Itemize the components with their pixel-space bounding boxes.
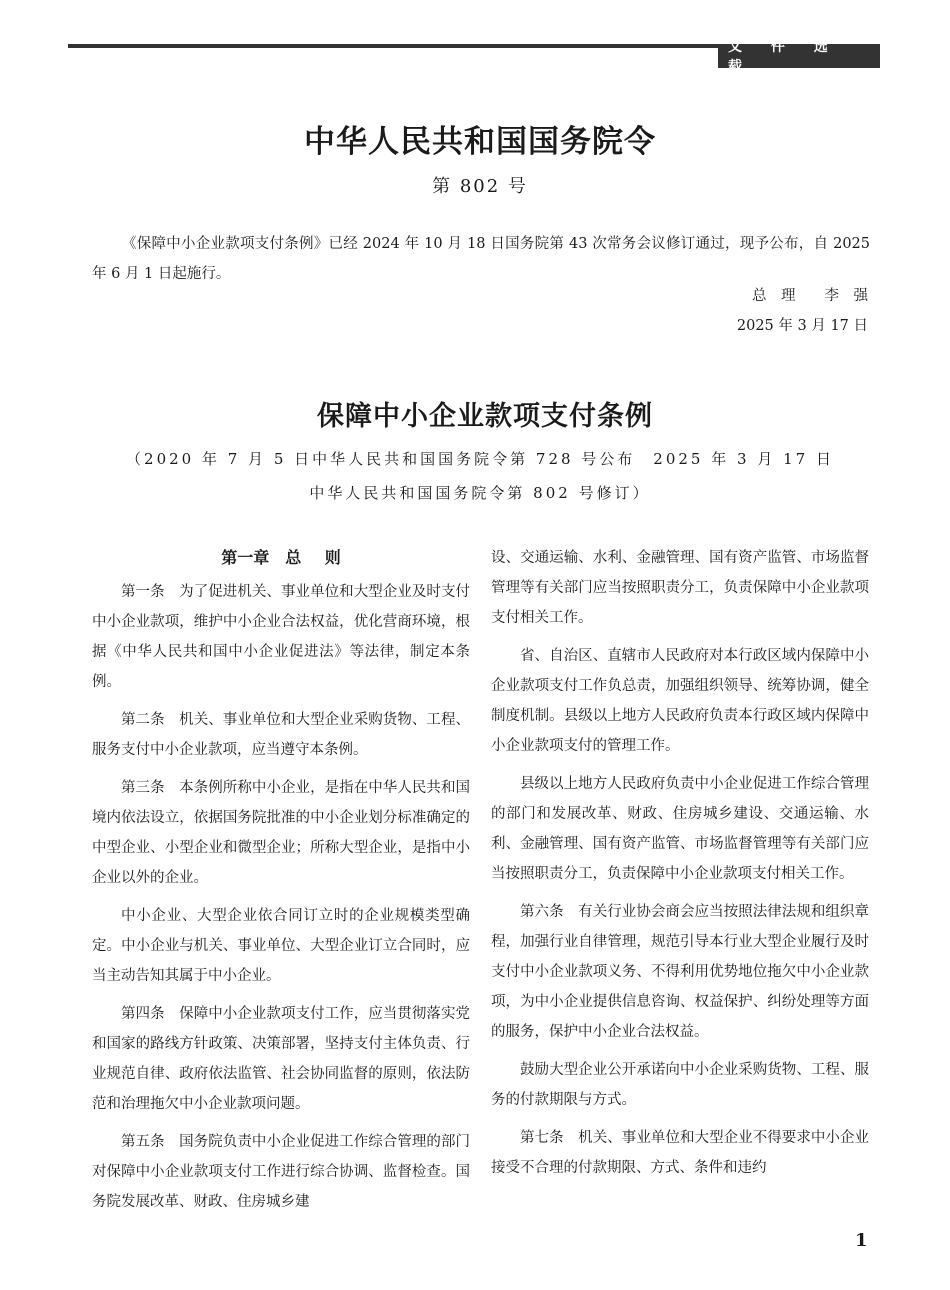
signer: 总 理 李 强	[752, 288, 868, 304]
paragraph: 第一条 为了促进机关、事业单位和大型企业及时支付中小企业款项，维护中小企业合法权益，优化营商环境，根据《中华人民共和国中小企业促进法》等法律，制定本条例。	[92, 584, 470, 690]
paragraph-continuation: 设、交通运输、水利、金融管理、国有资产监管、市场监督管理等有关部门应当按照职责分工，负责保障中小企业款项支付相关工作。	[491, 550, 869, 626]
paragraph: 第七条 机关、事业单位和大型企业不得要求中小企业接受不合理的付款期限、方式、条件和违约	[491, 1130, 869, 1176]
paragraph: 县级以上地方人民政府负责中小企业促进工作综合管理的部门和发展改革、财政、住房城乡建设、交通运输、水利、金融管理、国有资产监管、市场监督管理等有关部门应当按照职责分工，负责保障中小企业款项支付相关工作。	[491, 776, 869, 882]
paragraph: 第五条 国务院负责中小企业促进工作综合管理的部门对保障中小企业款项支付工作进行综合协调、监督检查。国务院发展改革、财政、住房城乡建	[92, 1134, 470, 1210]
paragraph: 鼓励大型企业公开承诺向中小企业采购货物、工程、服务的付款期限与方式。	[491, 1062, 869, 1108]
section-tag: 文 件 选 载	[718, 44, 880, 68]
page-number: 1	[855, 1230, 868, 1251]
regulation-subtitle-line1: （2020 年 7 月 5 日中华人民共和国国务院令第 728 号公布 2025 年 3 月 17 日	[126, 450, 834, 468]
regulation-title: 保障中小企业款项支付条例	[317, 401, 653, 432]
paragraph: 第六条 有关行业协会商会应当按照法律法规和组织章程，加强行业自律管理，规范引导本行业大型企业履行及时支付中小企业款项义务、不得利用优势地位拖欠中小企业款项，为中小企业提供信息咨询、权益保护、纠纷处理等方面的服务，保护中小企业合法权益。	[491, 904, 869, 1040]
paragraph: 省、自治区、直辖市人民政府对本行政区域内保障中小企业款项支付工作负总责，加强组织领导、统筹协调，健全制度机制。县级以上地方人民政府负责本行政区域内保障中小企业款项支付的管理工作。	[491, 648, 869, 754]
paragraph: 中小企业、大型企业依合同订立时的企业规模类型确定。中小企业与机关、事业单位、大型企业订立合同时，应当主动告知其属于中小企业。	[92, 908, 470, 984]
paragraph: 第三条 本条例所称中小企业，是指在中华人民共和国境内依法设立，依据国务院批准的中小企业划分标准确定的中型企业、小型企业和微型企业；所称大型企业，是指中小企业以外的企业。	[92, 780, 470, 886]
chapter-heading: 第一章 总 则	[221, 548, 341, 567]
order-number: 第 802 号	[432, 176, 528, 197]
paragraph: 第四条 保障中小企业款项支付工作，应当贯彻落实党和国家的路线方针政策、决策部署，坚持支付主体负责、行业规范自律、政府依法监管、社会协同监督的原则，依法防范和治理拖欠中小企业款项问题。	[92, 1006, 470, 1112]
right-column	[491, 543, 869, 1191]
paragraph: 第二条 机关、事业单位和大型企业采购货物、工程、服务支付中小企业款项，应当遵守本条例。	[92, 712, 470, 758]
regulation-subtitle-line2: 中华人民共和国国务院令第 802 号修订）	[309, 484, 651, 502]
sign-date: 2025 年 3 月 17 日	[736, 318, 868, 334]
left-column	[92, 543, 470, 1225]
order-text: 《保障中小企业款项支付条例》已经 2024 年 10 月 18 日国务院第 43 次常务会议修订通过，现予公布，自 2025 年 6 月 1 日起施行。	[92, 236, 870, 282]
order-title: 中华人民共和国国务院令	[304, 124, 656, 160]
